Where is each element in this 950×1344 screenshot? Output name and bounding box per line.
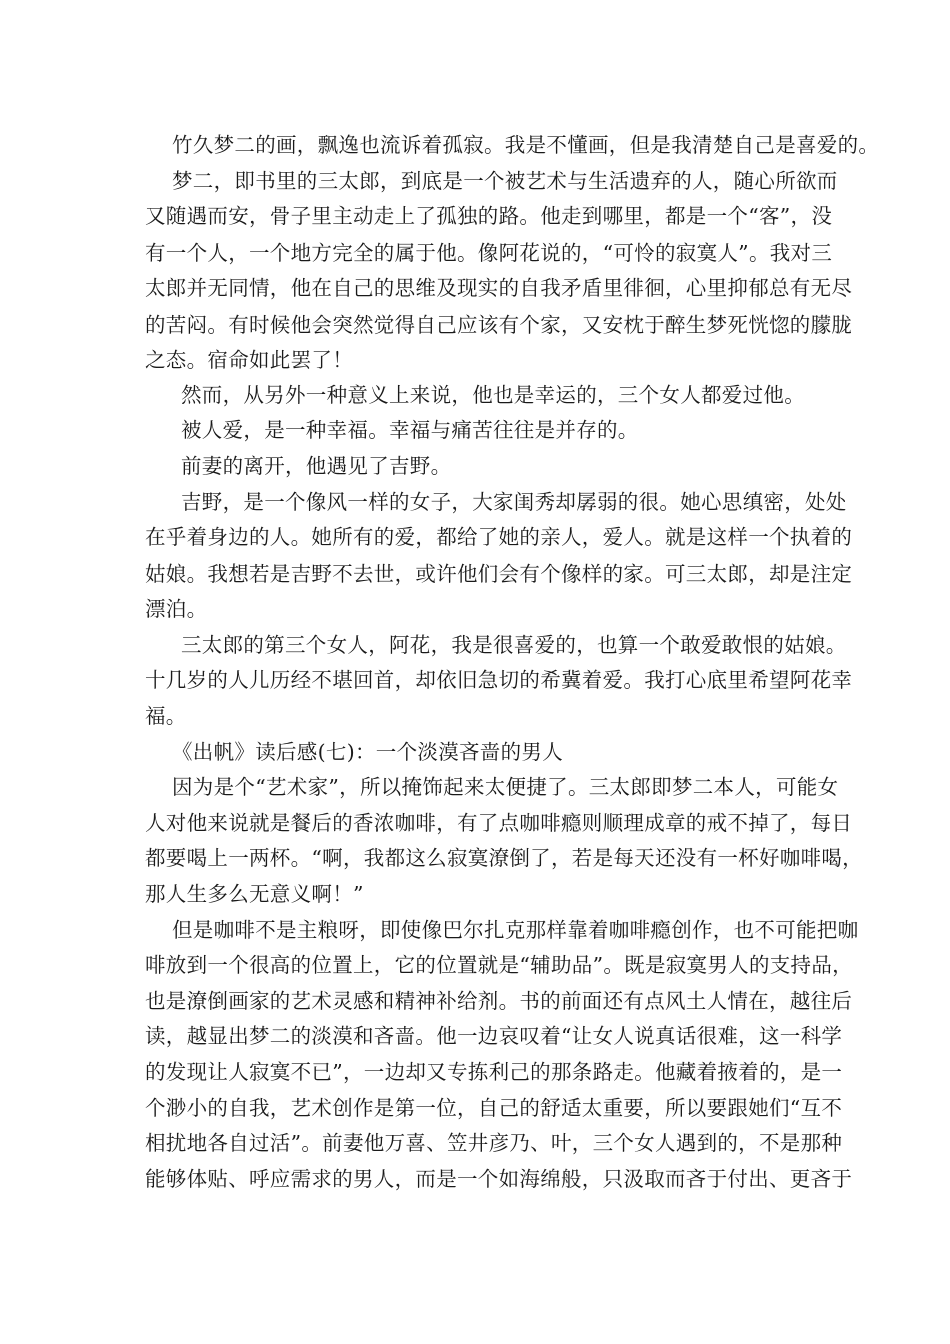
text-line: 有一个人，一个地方完全的属于他。像阿花说的，“可怜的寂寞人”。我对三 [145,241,833,265]
text-line: 之态。宿命如此罢了！ [145,348,353,372]
text-line: 十几岁的人儿历经不堪回首，却依旧急切的希冀着爱。我打心底里希望阿花幸 [145,668,853,692]
text-line: 梦二，即书里的三太郎，到底是一个被艺术与生活遗弃的人，随心所欲而 [172,169,838,193]
text-line: 相扰地各自过活”。前妻他万喜、笠井彦乃、叶，三个女人遇到的，不是那种 [145,1131,843,1155]
text-line: 啡放到一个很高的位置上，它的位置就是“辅助品”。既是寂寞男人的支持品， [145,953,853,977]
text-line: 在乎着身边的人。她所有的爱，都给了她的亲人，爱人。就是这样一个执着的 [145,525,853,549]
text-line: 读，越显出梦二的淡漠和吝啬。他一边哀叹着“让女人说真话很难，这一科学 [145,1024,843,1048]
text-line: 都要喝上一两杯。“啊，我都这么寂寞潦倒了，若是每天还没有一杯好咖啡喝， [145,846,863,870]
text-line: 太郎并无同情，他在自己的思维及现实的自我矛盾里徘徊，心里抑郁总有无尽 [145,276,853,300]
text-line: 能够体贴、呼应需求的男人，而是一个如海绵般，只汲取而吝于付出、更吝于 [145,1167,853,1191]
text-line: 的发现让人寂寞不已”，一边却又专拣利己的那条路走。他藏着掖着的，是一 [145,1060,843,1084]
text-line: 但是咖啡不是主粮呀，即使像巴尔扎克那样靠着咖啡瘾创作，也不可能把咖 [172,918,859,942]
text-line: 前妻的离开，他遇见了吉野。 [181,454,452,478]
text-line: 人对他来说就是餐后的香浓咖啡，有了点咖啡瘾则顺理成章的戒不掉了，每日 [145,811,853,835]
text-line: 姑娘。我想若是吉野不去世，或许他们会有个像样的家。可三太郎，却是注定 [145,562,853,586]
text-line: 被人爱，是一种幸福。幸福与痛苦往往是并存的。 [181,418,639,442]
text-line: 那人生多么无意义啊！” [145,882,364,906]
text-line: 竹久梦二的画，飘逸也流诉着孤寂。我是不懂画，但是我清楚自己是喜爱的。 [172,133,880,157]
text-line: 三太郎的第三个女人，阿花，我是很喜爱的，也算一个敢爱敢恨的姑娘。 [181,633,847,657]
text-line: 个渺小的自我，艺术创作是第一位，自己的舒适太重要，所以要跟她们“互不 [145,1096,843,1120]
text-line: 又随遇而安，骨子里主动走上了孤独的路。他走到哪里，都是一个“客”，没 [145,204,833,228]
section-title: 《出帆》读后感(七)：一个淡漠吝啬的男人 [172,740,563,764]
text-line: 的苦闷。有时候他会突然觉得自己应该有个家，又安枕于醉生梦死恍惚的朦胧 [145,313,853,337]
text-line: 也是潦倒画家的艺术灵感和精神补给剂。书的前面还有点风土人情在，越往后 [145,989,853,1013]
text-line: 漂泊。 [145,597,208,621]
text-line: 吉野，是一个像风一样的女子，大家闺秀却孱弱的很。她心思缜密，处处 [181,490,847,514]
text-line: 福。 [145,704,187,728]
text-line: 然而，从另外一种意义上来说，他也是幸运的，三个女人都爱过他。 [181,383,805,407]
text-line: 因为是个“艺术家”，所以掩饰起来太便捷了。三太郎即梦二本人，可能女 [172,775,839,799]
